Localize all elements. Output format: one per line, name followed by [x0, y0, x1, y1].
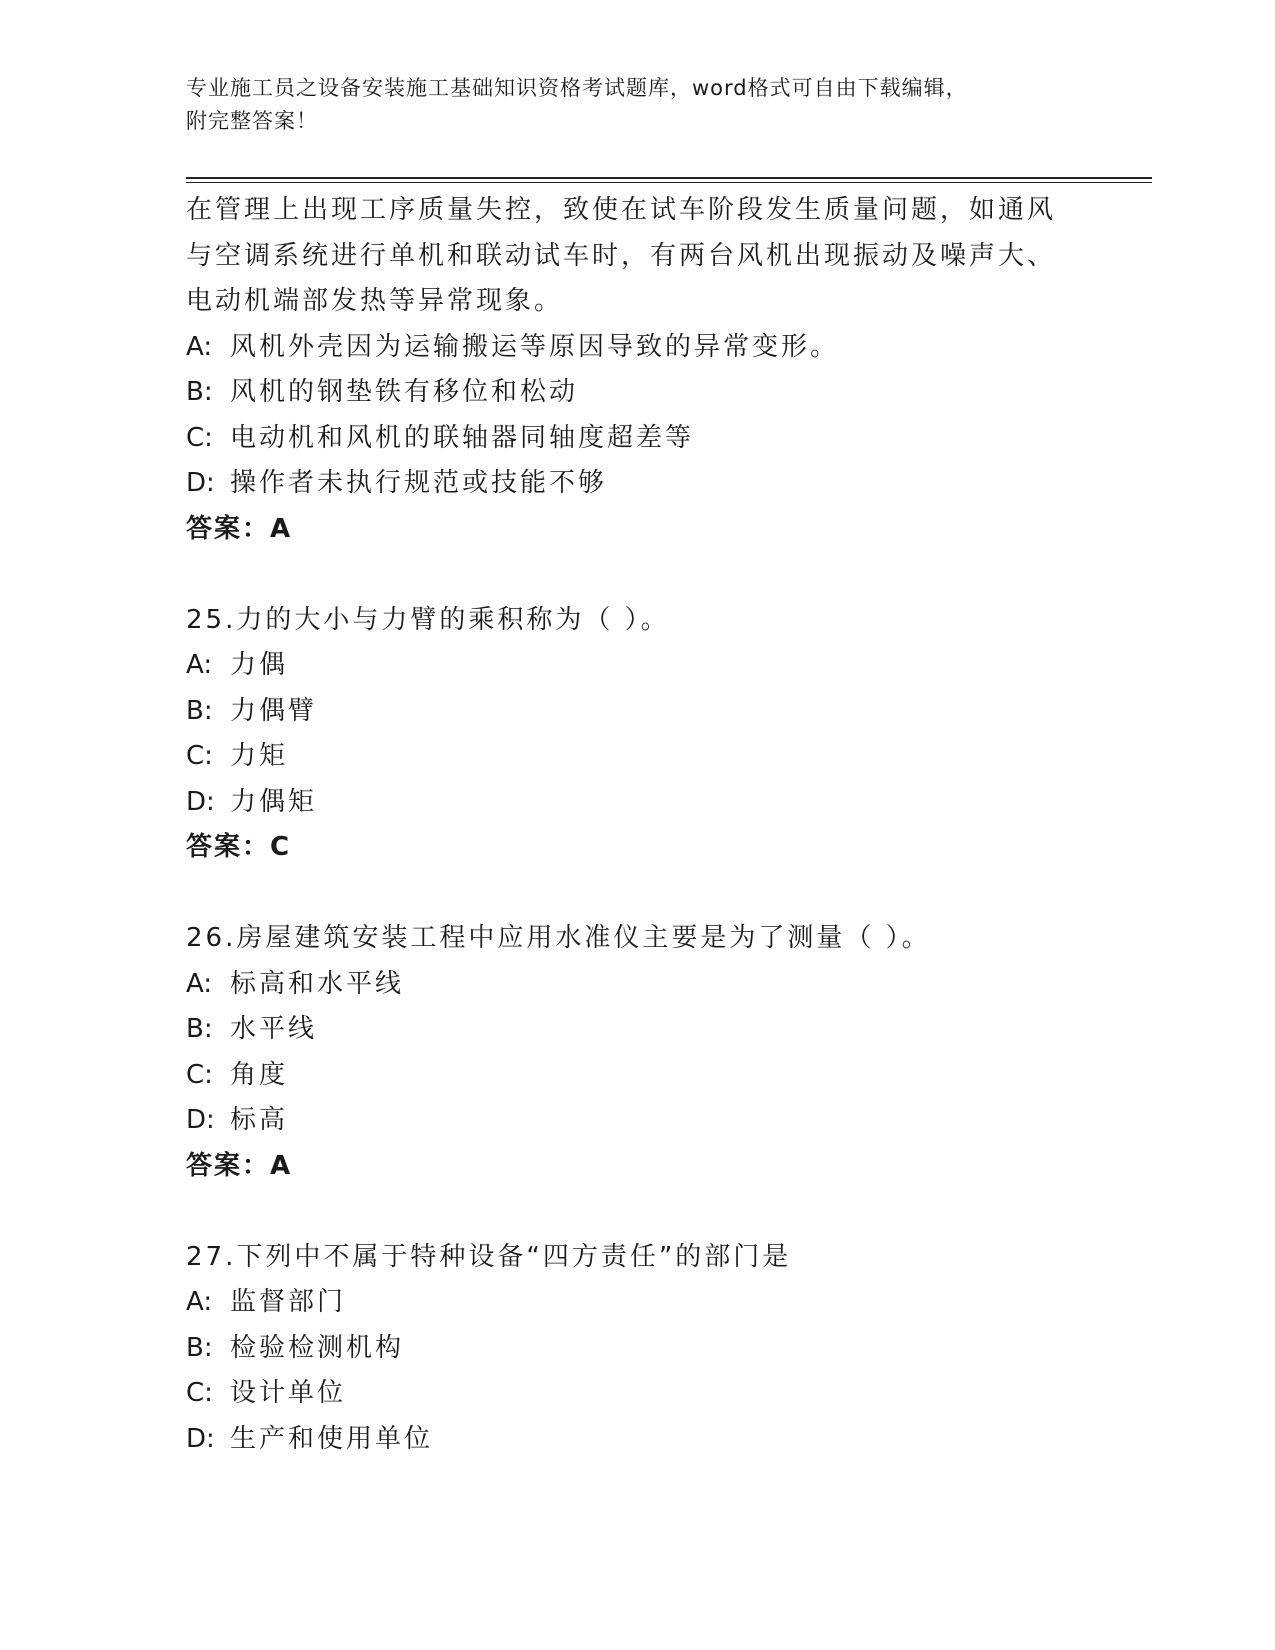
option-text: 设计单位: [230, 1378, 347, 1408]
option-text: 力偶: [230, 650, 289, 680]
option-key: A:: [186, 968, 213, 999]
option-text: 风机的钢垫铁有移位和松动: [230, 377, 579, 407]
option-d: [186, 461, 1066, 507]
option-a: [186, 962, 1066, 1008]
question-stem: 26.房屋建筑安装工程中应用水准仪主要是为了测量（ ）。: [186, 923, 931, 953]
question-stem: 25.力的大小与力臂的乘积称为（ ）。: [186, 604, 670, 635]
option-text: 角度: [230, 1059, 289, 1090]
option-c: [186, 416, 1066, 462]
header-line-1: 专业施工员之设备安装施工基础知识资格考试题库，word格式可自由下载编辑，: [186, 76, 968, 100]
option-a: [186, 643, 1066, 689]
answer-line: 答案：A: [186, 1150, 293, 1181]
option-d: [186, 1417, 1066, 1463]
option-key: B:: [186, 1332, 213, 1363]
option-text: 力偶矩: [230, 786, 318, 817]
question-stem: 27.下列中不属于特种设备“四方责任”的部门是: [186, 1241, 792, 1272]
question-stem-line: 电动机端部发热等异常现象。: [186, 286, 564, 316]
header-divider-thin: [186, 182, 1152, 183]
option-key: C:: [186, 422, 213, 453]
option-key: A:: [186, 331, 213, 362]
header-divider-thick: [186, 177, 1152, 179]
option-text: 力矩: [230, 741, 289, 771]
option-text: 操作者未执行规范或技能不够: [230, 468, 608, 498]
option-b: [186, 370, 1066, 416]
option-key: D:: [186, 468, 215, 498]
option-a: [186, 325, 1066, 371]
option-b: [186, 1007, 1066, 1053]
option-c: [186, 734, 1066, 780]
option-b: [186, 1326, 1066, 1372]
question-stem-line: 在管理上出现工序质量失控，致使在试车阶段发生质量问题，如通风: [186, 195, 1057, 225]
option-text: 监督部门: [230, 1287, 347, 1317]
option-key: B:: [186, 695, 213, 726]
option-text: 生产和使用单位: [230, 1423, 434, 1454]
option-text: 标高和水平线: [230, 968, 405, 999]
question-stem-line: 与空调系统进行单机和联动试车时，有两台风机出现振动及噪声大、: [186, 240, 1057, 271]
option-d: [186, 780, 1066, 826]
answer-line: 答案：A: [186, 513, 293, 544]
option-text: 电动机和风机的联轴器同轴度超差等: [230, 422, 695, 453]
option-a: [186, 1280, 1066, 1326]
spacer: [186, 871, 1066, 917]
option-c: [186, 1053, 1066, 1099]
option-text: 标高: [230, 1105, 289, 1135]
option-text: 风机外壳因为运输搬运等原因导致的异常变形。: [230, 331, 840, 362]
option-key: A:: [186, 1287, 213, 1317]
option-text: 水平线: [230, 1014, 318, 1044]
option-text: 检验检测机构: [230, 1332, 405, 1363]
answer-line: 答案：C: [186, 832, 292, 862]
option-key: B:: [186, 1014, 213, 1044]
question-list: [186, 188, 1066, 1462]
question-26: [186, 916, 1066, 1189]
option-key: B:: [186, 377, 213, 407]
option-b: [186, 689, 1066, 735]
question-27: [186, 1235, 1066, 1463]
document-header: [186, 72, 1086, 138]
option-key: D:: [186, 1423, 215, 1454]
spacer: [186, 552, 1066, 598]
spacer: [186, 1189, 1066, 1235]
option-key: D:: [186, 786, 215, 817]
option-text: 力偶臂: [230, 695, 318, 726]
option-d: [186, 1098, 1066, 1144]
header-line-2: 附完整答案！: [186, 109, 318, 133]
option-c: [186, 1371, 1066, 1417]
option-key: C:: [186, 1378, 213, 1408]
question-24: [186, 188, 1066, 552]
option-key: C:: [186, 1059, 213, 1090]
option-key: A:: [186, 650, 213, 680]
question-25: [186, 598, 1066, 871]
option-key: D:: [186, 1105, 215, 1135]
option-key: C:: [186, 741, 213, 771]
